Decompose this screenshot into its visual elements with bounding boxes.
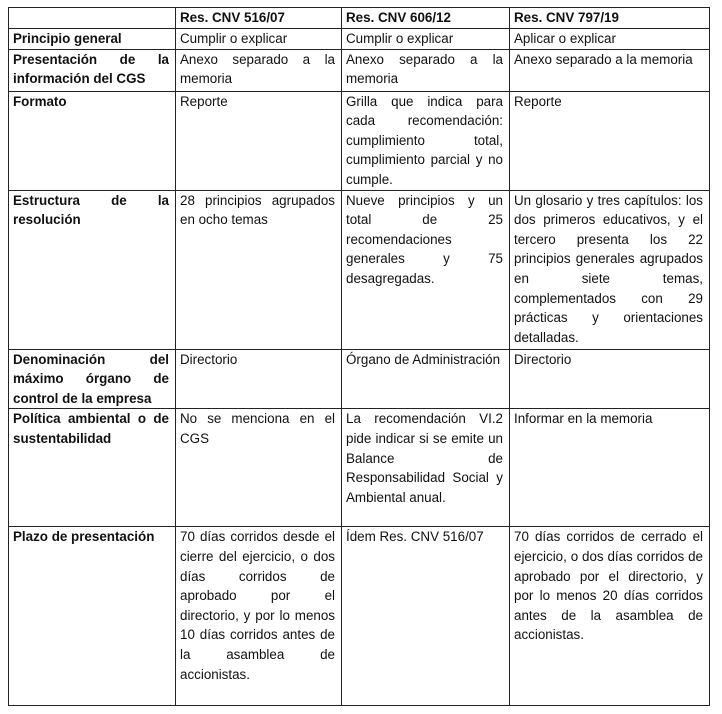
row-label: Denominación del máximo órgano de control de la empresa xyxy=(9,349,176,409)
header-row xyxy=(9,8,710,29)
cell-797-19: Reporte xyxy=(510,91,710,190)
row-label: Formato xyxy=(9,91,176,190)
cell-606-12: Cumplir o explicar xyxy=(342,29,510,50)
cell-516-07: Directorio xyxy=(176,349,342,409)
cell-516-07: 28 principios agrupados en ocho temas xyxy=(176,190,342,349)
row-principio-general xyxy=(9,29,710,50)
row-politica-ambiental xyxy=(9,409,710,527)
cell-606-12: Nueve principios y un total de 25 recomendaciones generales y 75 desagregadas. xyxy=(342,190,510,349)
cell-797-19: Anexo separado a la memoria xyxy=(510,49,710,91)
row-denominacion xyxy=(9,349,710,409)
cell-606-12: Anexo separado a la memoria xyxy=(342,49,510,91)
cell-606-12: Ídem Res. CNV 516/07 xyxy=(342,527,510,706)
comparison-table xyxy=(8,7,710,706)
cell-797-19: Directorio xyxy=(510,349,710,409)
row-label: Presentación de la información del CGS xyxy=(9,49,176,91)
cell-797-19: Aplicar o explicar xyxy=(510,29,710,50)
cell-516-07: Reporte xyxy=(176,91,342,190)
header-res-516-07: Res. CNV 516/07 xyxy=(176,8,342,29)
cell-516-07: 70 días corridos desde el cierre del ejercicio, o dos días corridos de aprobado por el directorio, y por lo menos 10 días corridos antes de la asamblea de accionistas. xyxy=(176,527,342,706)
row-label: Política ambiental o de sustentabilidad xyxy=(9,409,176,527)
row-presentacion xyxy=(9,49,710,91)
row-formato xyxy=(9,91,710,190)
row-label: Plazo de presentación xyxy=(9,527,176,706)
header-res-606-12: Res. CNV 606/12 xyxy=(342,8,510,29)
cell-606-12: Grilla que indica para cada recomendación: cumplimiento total, cumplimiento parcial y no cumple. xyxy=(342,91,510,190)
header-res-797-19: Res. CNV 797/19 xyxy=(510,8,710,29)
cell-516-07: Cumplir o explicar xyxy=(176,29,342,50)
header-cell-empty xyxy=(9,8,176,29)
row-plazo xyxy=(9,527,710,706)
cell-797-19: 70 días corridos de cerrado el ejercicio, o dos días corridos de aprobado por el directorio, y por lo menos 20 días corridos antes de la asamblea de accionistas. xyxy=(510,527,710,706)
cell-516-07: No se menciona en el CGS xyxy=(176,409,342,527)
row-estructura xyxy=(9,190,710,349)
row-label: Estructura de la resolución xyxy=(9,190,176,349)
cell-606-12: Órgano de Administración xyxy=(342,349,510,409)
row-label: Principio general xyxy=(9,29,176,50)
cell-606-12: La recomendación VI.2 pide indicar si se emite un Balance de Responsabilidad Social y Ambiental anual. xyxy=(342,409,510,527)
cell-516-07: Anexo separado a la memoria xyxy=(176,49,342,91)
cell-797-19: Informar en la memoria xyxy=(510,409,710,527)
cell-797-19: Un glosario y tres capítulos: los dos primeros educativos, y el tercero presenta los 22 principios generales agrupados en siete temas, complementados con 29 prácticas y orientaciones detalladas. xyxy=(510,190,710,349)
